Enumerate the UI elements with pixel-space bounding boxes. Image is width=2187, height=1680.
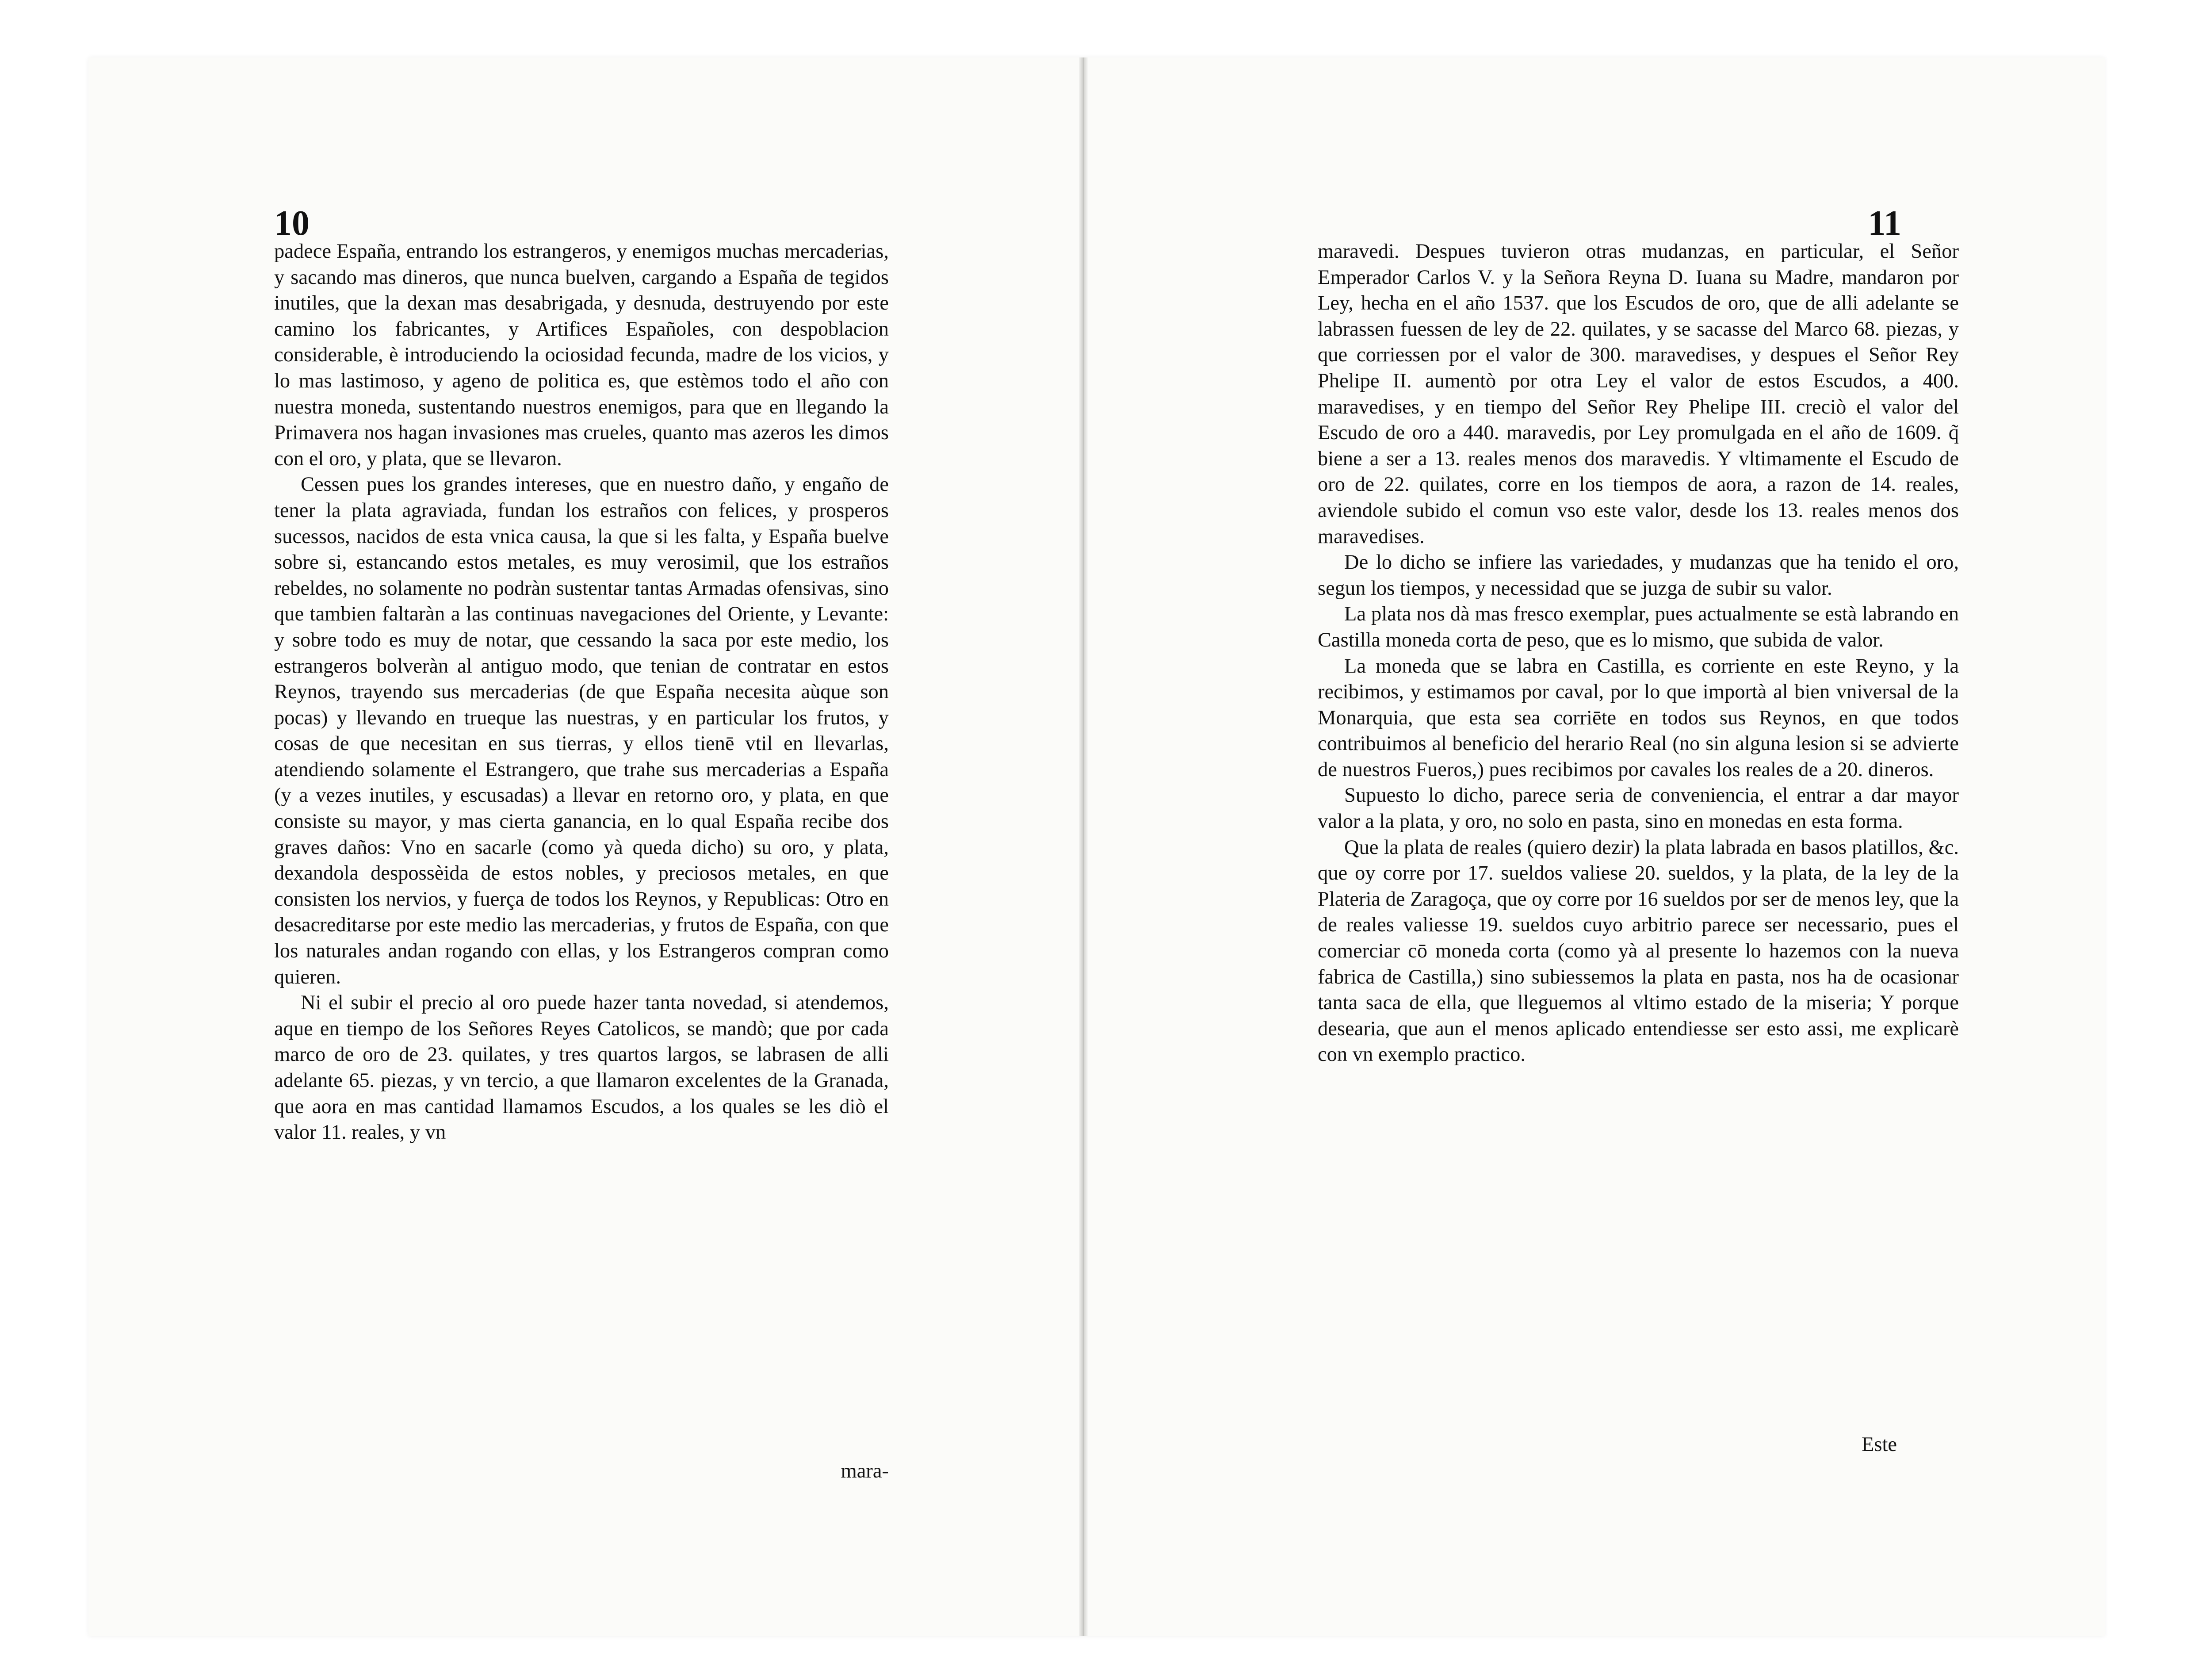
catchword: Este: [1861, 1433, 1897, 1456]
book-gutter: [1079, 57, 1088, 1636]
paragraph: Ni el subir el precio al oro puede hazer tanta novedad, si atendemos, aque en tiempo de los Señores Reyes Catolicos, se mandò; que por cada marco de oro de 23. quilates, y tres quartos largos, se labrasen de alli adelante 65. piezas, y vn tercio, a que llamaron excelentes de la Granada, que aora en mas cantidad llamamos Escudos, a los quales se les diò el valor 11. reales, y vn: [274, 991, 889, 1144]
paragraph: Que la plata de reales (quiero dezir) la plata labrada en basos platillos, &c. que oy corre por 17. sueldos valiese 20. sueldos, y la plata, de la ley de la Plateria de Zaragoça, que oy corre por 16 sueldos por ser de menos ley, que la de reales valiesse 19. sueldos cuyo arbitrio parece ser necessario, pues el comerciar cō moneda corta (como yà al presente lo hazemos con la nueva fabrica de Castilla,) sino subiessemos la plata en pasta, nos ha de ocasionar tanta saca de ella, que lleguemos al vltimo estado de la miseria; Y porque desearia, que aun el menos aplicado entendiesse ser esto assi, me explicarè con vn exemplo practico.: [1318, 836, 1959, 1066]
page-number: 10: [274, 204, 310, 243]
paragraph: De lo dicho se infiere las variedades, y mudanzas que ha tenido el oro, segun los tiempos, y necessidad que se juzga de subir su valor.: [1318, 551, 1959, 600]
paragraph: Cessen pues los grandes intereses, que en nuestro daño, y engaño de tener la plata agraviada, fundan los estraños con felices, y prosperos sucessos, nacidos de esta vnica causa, la que si les falta, y España buelve sobre si, estancando estos metales, es muy verosimil, que los estraños rebeldes, no solamente no podràn sustentar tantas Armadas ofensivas, sino que tambien faltaràn a las continuas navegaciones del Oriente, y Levante: y sobre todo es muy de notar, que cessando la saca por este medio, los estrangeros bolveràn al antiguo modo, que tenian de contratar en estos Reynos, trayendo sus mercaderias (de que España necesita aùque son pocas) y llevando en trueque las nuestras, y en particular los frutos, y cosas de que necesitan en sus tierras, y ellos tienē vtil en llevarlas, atendiendo solamente el Estrangero, que trahe sus mercaderias a España (y a vezes inutiles, y escusadas) a llevar en retorno oro, y plata, en que consiste su mayor, y mas cierta ganancia, en lo qual España recibe dos graves daños: Vno en sacarle (como yà queda dicho) su oro, y plata, dexandola despossèida de estos nobles, y preciosos metales, en que consisten los nervios, y fuerça de todos los Reynos, y Republicas: Otro en desacreditarse por este medio las mercaderias, y frutos de España, con que los naturales andan rogando con ellas, y los Estrangeros compran como quieren.: [274, 473, 889, 988]
left-text-block: [274, 239, 889, 1146]
page-number: 11: [1868, 204, 1901, 243]
book-spread: [88, 57, 2105, 1636]
paragraph: padece España, entrando los estrangeros, y enemigos muchas mercaderias, y sacando mas dineros, que nunca buelven, cargando a España de tegidos inutiles, que la dexan mas desabrigada, y desnuda, destruyendo por este camino los fabricantes, y Artifices Españoles, con despoblacion considerable, è introduciendo la ociosidad fecunda, madre de los vicios, y lo mas lastimoso, y ageno de politica es, que estèmos todo el año con nuestra moneda, sustentando nuestros enemigos, para que en llegando la Primavera nos hagan invasiones mas crueles, quanto mas azeros les dimos con el oro, y plata, que se llevaron.: [274, 240, 889, 470]
left-page: [88, 57, 1079, 1636]
right-page: [1088, 57, 2105, 1636]
paragraph: Supuesto lo dicho, parece seria de conveniencia, el entrar a dar mayor valor a la plata, y oro, no solo en pasta, sino en monedas en esta forma.: [1318, 784, 1959, 833]
paragraph: maravedi. Despues tuvieron otras mudanzas, en particular, el Señor Emperador Carlos V. y la Señora Reyna D. Iuana su Madre, mandaron por Ley, hecha en el año 1537. que los Escudos de oro, que de alli adelante se labrassen fuessen de ley de 22. quilates, y se sacasse del Marco 68. piezas, y que corriessen por el valor de 300. maravedises, y despues el Señor Rey Phelipe II. aumentò por otra Ley el valor de estos Escudos, a 400. maravedises, y en tiempo del Señor Rey Phelipe III. creciò el valor del Escudo de oro a 440. maravedis, por Ley promulgada en el año de 1609. q̃ biene a ser a 13. reales menos dos maravedis. Y vltimamente el Escudo de oro de 22. quilates, corre en los tiempos de aora, a razon de 14. reales, aviendole subido el comun vso este valor, desde los 13. reales menos dos maravedises.: [1318, 240, 1959, 548]
catchword: mara-: [841, 1460, 889, 1482]
right-text-block: [1318, 239, 1959, 1068]
paragraph: La plata nos dà mas fresco exemplar, pues actualmente se està labrando en Castilla moneda corta de peso, que es lo mismo, que subida de valor.: [1318, 603, 1959, 651]
paragraph: La moneda que se labra en Castilla, es corriente en este Reyno, y la recibimos, y estimamos por caval, por lo que importà al bien vniversal de la Monarquia, que esta sea corriēte en todos sus Reynos, en que todos contribuimos al beneficio del herario Real (no sin alguna lesion si se advierte de nuestros Fueros,) pues recibimos por cavales los reales de a 20. dineros.: [1318, 654, 1959, 781]
